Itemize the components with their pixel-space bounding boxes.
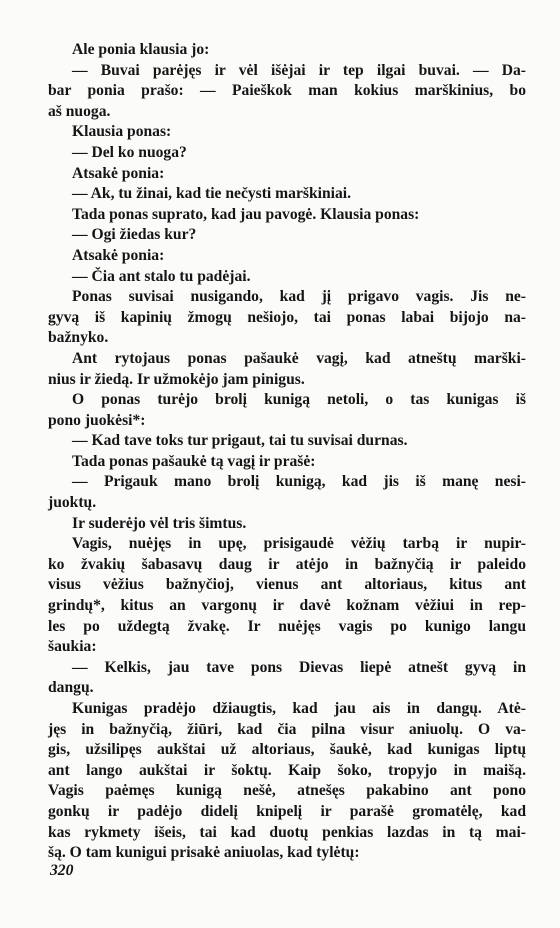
text-line: — Del ko nuoga? [72,143,187,161]
text-line: — Kad tave toks tur prigaut, tai tu suvisai durnas. [72,432,408,450]
text-line: Ale ponia klausia jo: [72,41,210,58]
text-line: Tada ponas pašaukė tą vagį ir prašė: [72,452,316,470]
text-line: Ant rytojaus ponas pašaukė vagį, kad atneštų marški- [72,349,526,367]
text-line: aš nuoga. [48,102,111,120]
text-line: kas rykmety išeis, tai kad duotų penkias lazdas in tą mai- [48,823,526,841]
text-line: — Ak, tu žinai, kad tie nečysti marškiniai. [72,185,351,203]
text-line: ko žvakių šabasavų daug ir atėjo in bažnyčią ir paleido [48,555,526,573]
text-line: Atsakė ponia: [72,164,165,182]
text-line: Vagis paėmęs kunigą nešė, atnešęs pakabino ant pono [48,782,526,800]
text-line: — Prigauk mano brolį kunigą, kad jis iš manę nesi- [72,473,526,491]
text-line: Tada ponas suprato, kad jau pavogė. Klausia ponas: [72,205,420,223]
text-line: jęs in bažnyčią, žiūri, kad čia pilna visur aniuolų. O va- [48,720,526,738]
text-line: les po uždegtą žvakę. Ir nuėjęs vagis po kunigo langu [48,617,526,635]
text-line: juoktų. [48,494,97,512]
text-line: šą. O tam kunigui prisakė aniuolas, kad tylėtų: [48,844,360,862]
text-line: Klausia ponas: [72,123,172,141]
text-line: gis, užsilipęs aukštai už altoriaus, šaukė, kad kunigas liptų [48,741,526,759]
text-line: grindų*, kitus an vargonų ir davė kožnam vėžiui in rep- [48,597,526,615]
text-line: ant lango aukštai ir šoktų. Kaip šoko, tropyjo in maišą. [48,761,526,779]
text-line: Kunigas pradėjo džiaugtis, kad jau ais in dangų. Atė- [72,700,526,717]
text-line: šaukia: [48,638,97,656]
text-line: nius ir žiedą. Ir užmokėjo jam pinigus. [48,370,305,388]
text-line: — Ogi žiedas kur? [72,226,197,244]
page-number: 320 [50,862,74,879]
text-line: bažnyko. [48,329,109,347]
text-line: — Kelkis, jau tave pons Dievas liepė atnešt gyvą in [72,658,526,676]
text-line: — Buvai parėjęs ir vėl išėjai ir tep ilgai buvai. — Da- [72,61,526,79]
text-line: Ponas suvisai nusigando, kad jį prigavo vagis. Jis ne- [72,288,526,306]
text-line: visus vėžius bažnyčioj, vienus ant altoriaus, kitus ant [48,576,526,594]
text-line: gyvą iš kapinių žmogų nešiojo, tai ponas labai bijojo na- [48,308,526,326]
text-line: Vagis, nuėjęs in upę, prisigaudė vėžių tarbą ir nupir- [72,535,526,553]
body-text [48,40,526,864]
text-line: pono juokėsi*: [48,411,146,429]
text-line: O ponas turėjo brolį kunigą netoli, o tas kunigas iš [72,391,526,409]
text-line: Atsakė ponia: [72,246,165,264]
text-line: bar ponia prašo: — Paieškok man kokius marškinius, bo [48,82,526,100]
text-line: gonkų ir padėjo didelį knipelį ir parašė gromatėlę, kad [48,802,526,820]
text-line: — Čia ant stalo tu padėjai. [72,267,251,285]
text-line: dangų. [48,679,94,697]
text-line: Ir suderėjo vėl tris šimtus. [72,514,247,532]
